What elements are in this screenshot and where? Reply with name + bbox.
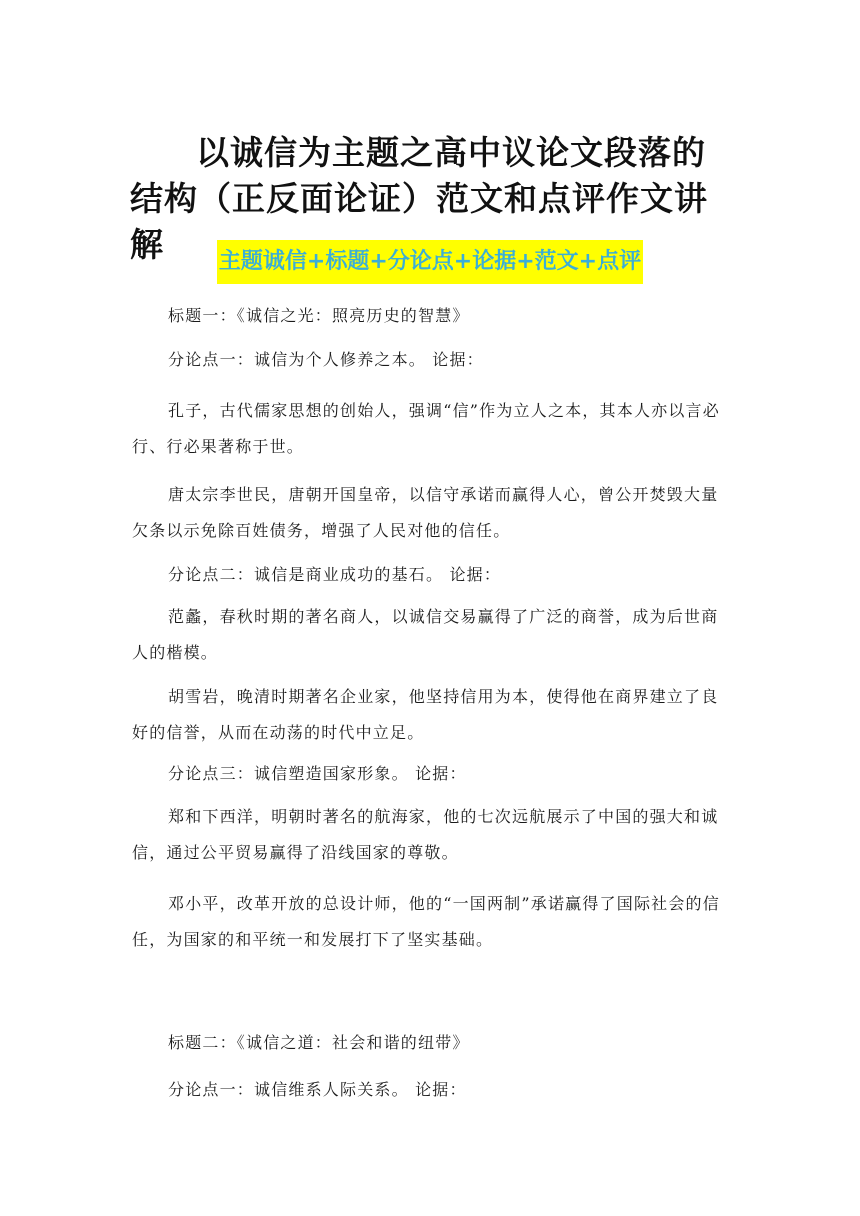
heading-one: 标题一：《诚信之光：照亮历史的智慧》 <box>168 306 470 325</box>
document-title: 以诚信为主题之高中议论文段落的结构（正反面论证）范文和点评作文讲解 <box>130 133 708 264</box>
evidence-paragraph: 胡雪岩，晚清时期著名企业家，他坚持信用为本，使得他在商界建立了良好的信誉，从而在动荡的时代中立足。 <box>132 687 719 742</box>
heading-two: 标题二：《诚信之道：社会和谐的纽带》 <box>168 1033 470 1052</box>
evidence-paragraph: 孔子，古代儒家思想的创始人，强调“信”作为立人之本，其本人亦以言必行、行必果著称于世。 <box>132 401 720 456</box>
sub-point-three: 分论点三：诚信塑造国家形象。 论据： <box>168 764 467 783</box>
evidence-paragraph: 郑和下西洋，明朝时著名的航海家，他的七次远航展示了中国的强大和诚信，通过公平贸易赢得了沿线国家的尊敬。 <box>132 807 719 862</box>
evidence-paragraph: 唐太宗李世民，唐朝开国皇帝，以信守承诺而赢得人心，曾公开焚毁大量欠条以示免除百姓债务，增强了人民对他的信任。 <box>132 485 719 540</box>
evidence-paragraph: 邓小平，改革开放的总设计师，他的“一国两制”承诺赢得了国际社会的信任，为国家的和平统一和发展打下了坚实基础。 <box>132 894 720 949</box>
highlighted-subtitle: 主题诚信+标题+分论点+论据+范文+点评 <box>217 240 643 284</box>
sub-point-one: 分论点一：诚信为个人修养之本。 论据： <box>168 350 484 369</box>
subtitle-container <box>0 240 860 284</box>
evidence-paragraph: 范蠡，春秋时期的著名商人，以诚信交易赢得了广泛的商誉，成为后世商人的楷模。 <box>132 607 719 662</box>
sub-point-one: 分论点一：诚信维系人际关系。 论据： <box>168 1080 467 1099</box>
sub-point-two: 分论点二：诚信是商业成功的基石。 论据： <box>168 565 502 584</box>
